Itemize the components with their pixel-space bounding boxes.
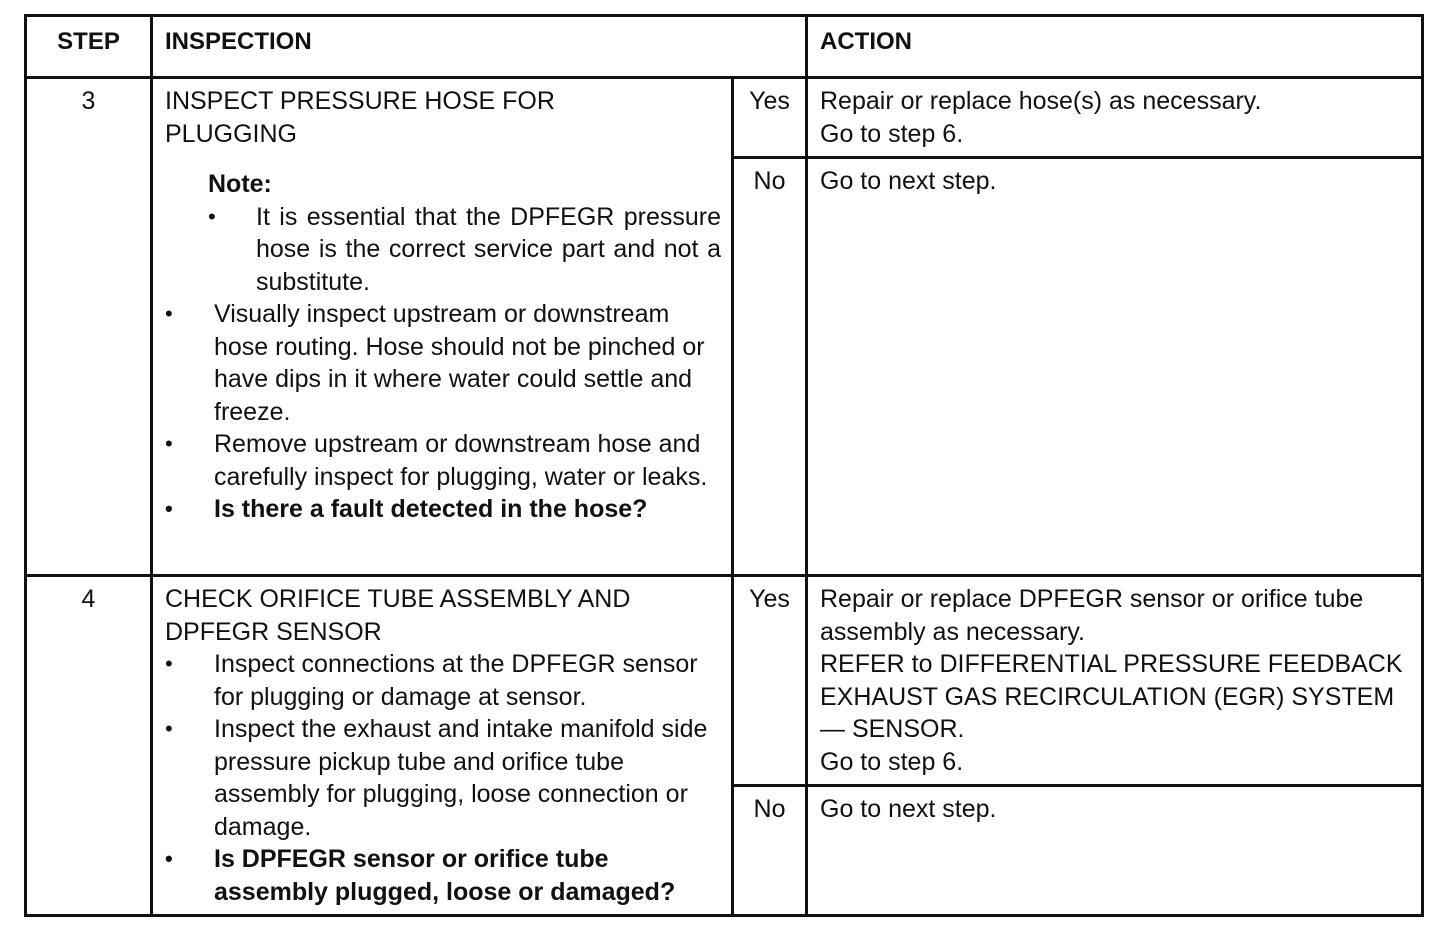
note-block bbox=[208, 168, 721, 298]
header-inspection: INSPECTION bbox=[152, 16, 807, 78]
bullet-item: • Visually inspect upstream or downstream hose routing. Hose should not be pinched or have dips in it where water could settle and freeze. bbox=[165, 298, 721, 428]
step-4-inspection bbox=[152, 576, 733, 916]
step-4-yes-row bbox=[26, 576, 1423, 786]
no-label: No bbox=[733, 158, 807, 576]
yes-action bbox=[807, 78, 1423, 158]
note-item: • It is essential that the DPFEGR pressure hose is the correct service part and not a substitute. bbox=[208, 201, 721, 299]
action-line: Go to next step. bbox=[820, 167, 997, 195]
no-action bbox=[807, 786, 1423, 916]
bullet-item: • Remove upstream or downstream hose and carefully inspect for plugging, water or leaks. bbox=[165, 428, 721, 493]
no-label: No bbox=[733, 786, 807, 916]
step-number: 4 bbox=[26, 576, 152, 916]
bullet-item: • Inspect connections at the DPFEGR sensor for plugging or damage at sensor. bbox=[165, 648, 721, 713]
action-line: Go to step 6. bbox=[820, 119, 964, 148]
question-item: • Is DPFEGR sensor or orifice tube assembly plugged, loose or damaged? bbox=[165, 843, 721, 908]
step-3-yes-row bbox=[26, 78, 1423, 158]
header-step: STEP bbox=[26, 16, 152, 78]
action-line: Go to step 6. bbox=[820, 747, 964, 776]
question-item: • Is there a fault detected in the hose? bbox=[165, 493, 721, 526]
table-header-row bbox=[26, 16, 1423, 78]
action-line: Repair or replace hose(s) as necessary. bbox=[820, 87, 1262, 115]
yes-label: Yes bbox=[733, 576, 807, 786]
step-title: CHECK ORIFICE TUBE ASSEMBLY AND DPFEGR SENSOR bbox=[165, 585, 631, 646]
diagnostic-step-table bbox=[24, 14, 1424, 917]
inspection-bullets bbox=[165, 648, 721, 908]
yes-action bbox=[807, 576, 1423, 786]
inspection-bullets bbox=[165, 298, 721, 526]
action-line: Go to next step. bbox=[820, 795, 997, 823]
step-title: INSPECT PRESSURE HOSE FOR PLUGGING bbox=[165, 87, 555, 148]
note-title: Note: bbox=[208, 170, 272, 198]
step-3-inspection bbox=[152, 78, 733, 576]
note-list bbox=[208, 201, 721, 299]
header-action: ACTION bbox=[807, 16, 1423, 78]
no-action bbox=[807, 158, 1423, 576]
action-line: Repair or replace DPFEGR sensor or orifice tube assembly as necessary. bbox=[820, 585, 1364, 646]
bullet-item: • Inspect the exhaust and intake manifold side pressure pickup tube and orifice tube assembly for plugging, loose connection or damage. bbox=[165, 713, 721, 843]
yes-label: Yes bbox=[733, 78, 807, 158]
action-line: REFER to DIFFERENTIAL PRESSURE FEEDBACK EXHAUST GAS RECIRCULATION (EGR) SYSTEM — SENSOR. bbox=[820, 650, 1403, 743]
step-number: 3 bbox=[26, 78, 152, 576]
